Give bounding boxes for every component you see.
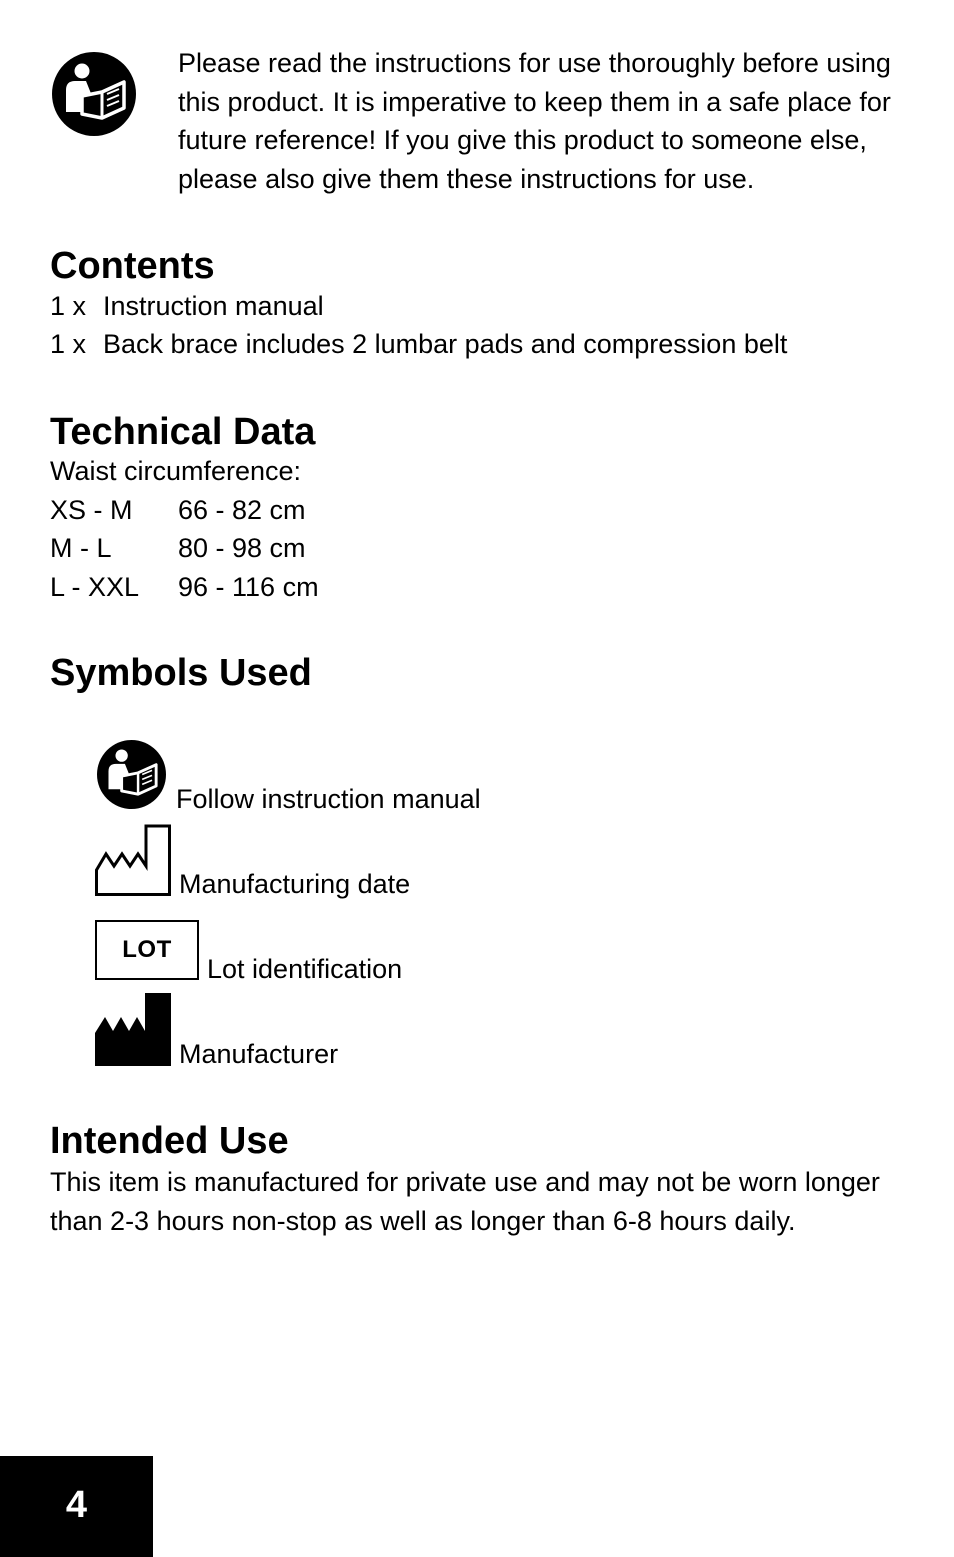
read-manual-icon [52,52,136,136]
size-cell: XS - M [50,494,133,525]
intro-text: Please read the instructions for use thoroughly before using this product. It is imperative to keep them in a safe place for future reference! If you give this product to someone else, please also give them these instructions for use. [178,48,891,194]
item-quantity: 1 x [50,329,87,359]
item-label: Instruction manual [103,291,324,321]
symbol-label: Lot identification [207,954,403,984]
intended-use-heading: Intended Use [50,1120,289,1162]
table-row [50,491,319,530]
size-cell: M - L [50,533,112,563]
contents-list [50,287,787,363]
read-manual-icon [97,740,166,809]
page-number: 4 [65,1484,88,1526]
lot-icon-text: LOT [122,936,172,963]
page-number-box [0,1456,153,1557]
range-cell: 96 - 116 cm [178,571,319,602]
size-cell: L - XXL [50,571,140,602]
manufacturing-date-icon [95,824,171,896]
table-row [50,529,319,568]
symbol-label: Manufacturing date [179,869,411,899]
range-cell: 66 - 82 cm [178,494,306,525]
technical-data-heading: Technical Data [50,411,316,453]
table-row [50,568,319,607]
symbols-heading: Symbols Used [50,652,312,694]
contents-heading: Contents [50,245,215,287]
symbol-label: Manufacturer [179,1039,339,1069]
range-cell: 80 - 98 cm [178,533,306,563]
technical-data-table [50,452,319,606]
intended-use-text: This item is manufactured for private use and may not be worn longer than 2-3 hours non-stop as well as longer than 6-8 hours daily. [50,1167,880,1236]
list-item [50,287,787,325]
item-quantity: 1 x [50,291,87,321]
item-label: Back brace includes 2 lumbar pads and compression belt [103,329,788,359]
manufacturer-icon [95,993,171,1066]
symbol-label: Follow instruction manual [176,784,481,814]
lot-icon [95,920,199,980]
list-item [50,325,787,363]
waist-circumference-label: Waist circumference: [50,456,302,486]
